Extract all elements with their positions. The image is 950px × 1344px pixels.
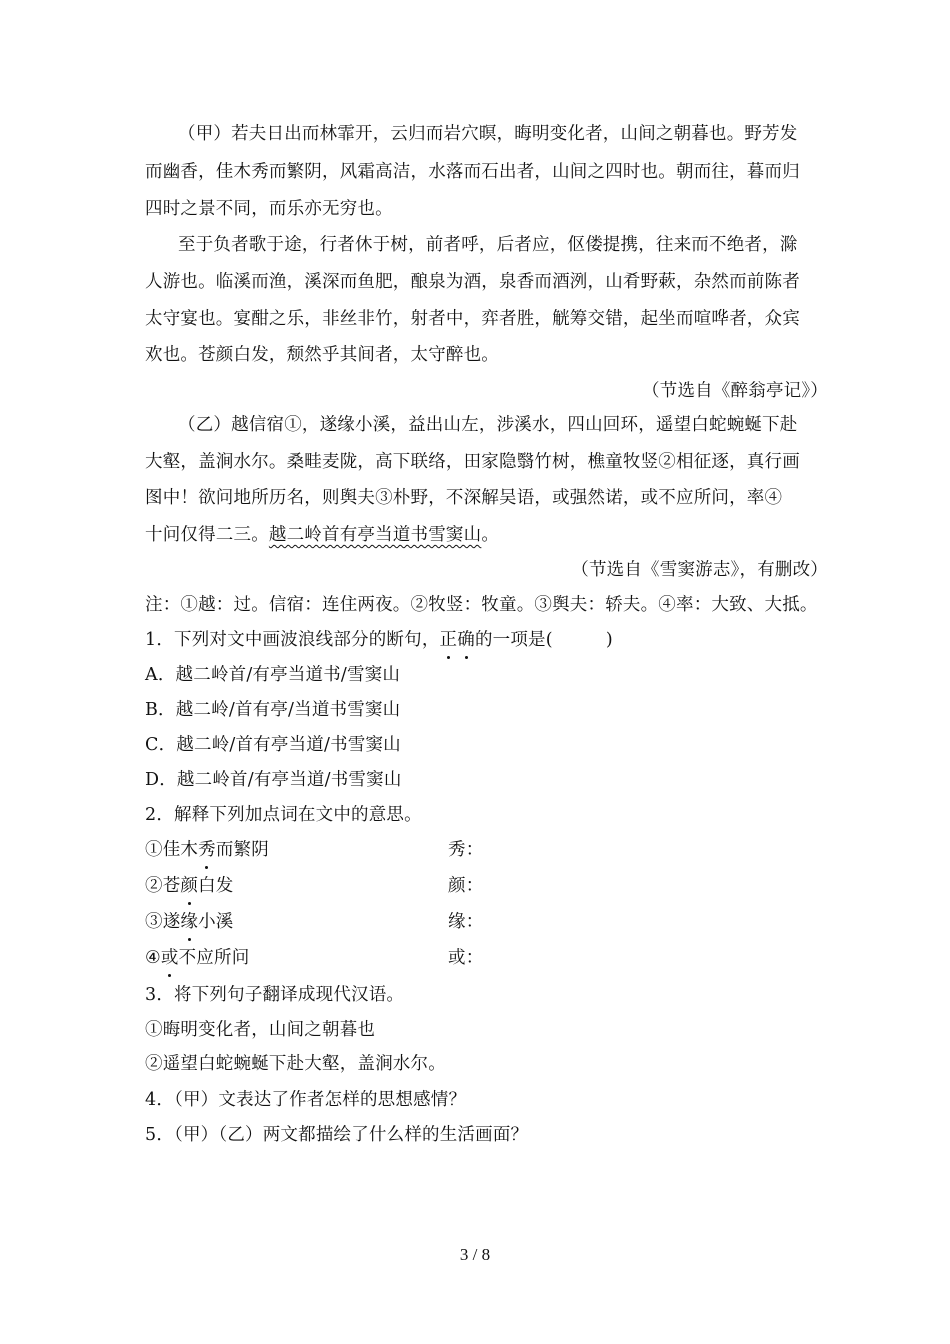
dotted-char: 缘 [180, 912, 199, 932]
question-1-text-end: 的一项是( ) [474, 630, 613, 650]
passage-jia-line-4: 至于负者歌于途，行者休于树，前者呼，后者应，伛偻提携，往来而不绝者，滁 [178, 235, 798, 255]
definition-label: 颜： [448, 876, 484, 896]
page-number: 3 / 8 [459, 1245, 491, 1264]
question-2-stem: 2．解释下列加点词在文中的意思。 [145, 805, 422, 825]
definition-label: 缘： [448, 912, 484, 932]
passage-jia-line-3: 四时之景不同，而乐亦无穷也。 [145, 199, 393, 219]
passage-yi-line-1: （乙）越信宿①，遂缘小溪，益出山左，涉溪水，四山回环，遥望白蛇蜿蜒下赴 [178, 415, 798, 435]
item-text: ③遂 [145, 912, 181, 932]
question-2-item-1 [145, 838, 817, 862]
question-1-option-a: A．越二岭首/有亭当道书/雪窦山 [145, 665, 401, 685]
question-3-stem: 3．将下列句子翻译成现代汉语。 [145, 985, 405, 1005]
question-1-stem [145, 628, 817, 652]
question-3-sentence-2: ②遥望白蛇蜿蜒下赴大壑，盖涧水尔。 [145, 1054, 446, 1074]
question-1-option-b: B．越二岭/首有亭/当道书雪窦山 [145, 700, 401, 720]
passage-jia-line-6: 太守宴也。宴酣之乐，非丝非竹，射者中，弈者胜，觥筹交错，起坐而喧哗者，众宾 [145, 309, 800, 329]
passage-jia-line-5: 人游也。临溪而渔，溪深而鱼肥，酿泉为酒，泉香而酒洌，山肴野蔌，杂然而前陈者 [145, 272, 800, 292]
passage-yi-line-4-text: 十问仅得二三。 [145, 525, 269, 545]
item-text: 而繁阴 [215, 840, 269, 860]
definition-label: 或： [448, 948, 484, 968]
passage-jia-line-2: 而幽香，佳木秀而繁阴，风霜高洁，水落而石出者，山间之四时也。朝而往，暮而归 [145, 162, 800, 182]
question-1-option-d: D．越二岭首/有亭当道/书雪窦山 [145, 770, 402, 790]
question-2-item-3 [145, 910, 817, 934]
item-text: 白发 [198, 876, 234, 896]
dotted-char: 颜 [180, 876, 199, 896]
item-text: 不应所问 [178, 948, 250, 968]
passage-jia-source: （节选自《醉翁亭记》） [642, 381, 828, 401]
dotted-char: 确 [457, 630, 475, 650]
question-4: 4．（甲）文表达了作者怎样的思想感情？ [145, 1090, 467, 1110]
passage-yi-line-4 [145, 523, 817, 547]
dotted-char: 或 [160, 948, 179, 968]
item-text: 小溪 [198, 912, 234, 932]
item-text: ②苍 [145, 876, 181, 896]
definition-label: 秀： [448, 840, 484, 860]
item-text: ①佳木 [145, 840, 199, 860]
question-2-item-2 [145, 874, 817, 898]
passage-yi-line-3: 图中！欲问地所历名，则舆夫③朴野，不深解吴语，或强然诺，或不应所问，率④ [145, 488, 783, 508]
passage-jia-line-1: （甲）若夫日出而林霏开，云归而岩穴暝，晦明变化者，山间之朝暮也。野芳发 [178, 124, 798, 144]
question-5: 5．（甲）（乙）两文都描绘了什么样的生活画面？ [145, 1125, 529, 1145]
annotation-note: 注：①越：过。信宿：连住两夜。②牧竖：牧童。③舆夫：轿夫。④率：大致、大抵。 [145, 595, 818, 615]
passage-jia-line-7: 欢也。苍颜白发，颓然乎其间者，太守醉也。 [145, 345, 499, 365]
question-2-item-4 [145, 946, 817, 970]
question-1-option-c: C．越二岭/首有亭当道/书雪窦山 [145, 735, 401, 755]
dotted-char: 秀 [198, 840, 216, 860]
dotted-char: 正 [439, 630, 458, 650]
wavy-underlined-sentence: 越二岭首有亭当道书雪窦山 [268, 525, 482, 545]
question-1-text: 1．下列对文中画波浪线部分的断句， [145, 630, 440, 650]
question-3-sentence-1: ①晦明变化者，山间之朝暮也 [145, 1020, 376, 1040]
passage-yi-line-2: 大壑，盖涧水尔。桑畦麦陇，高下联络，田家隐翳竹树，樵童牧竖②相征逐，真行画 [145, 452, 800, 472]
passage-yi-line-4-end: 。 [481, 525, 500, 545]
item-text: ④ [145, 948, 161, 968]
passage-yi-source: （节选自《雪窦游志》，有删改） [571, 560, 828, 580]
